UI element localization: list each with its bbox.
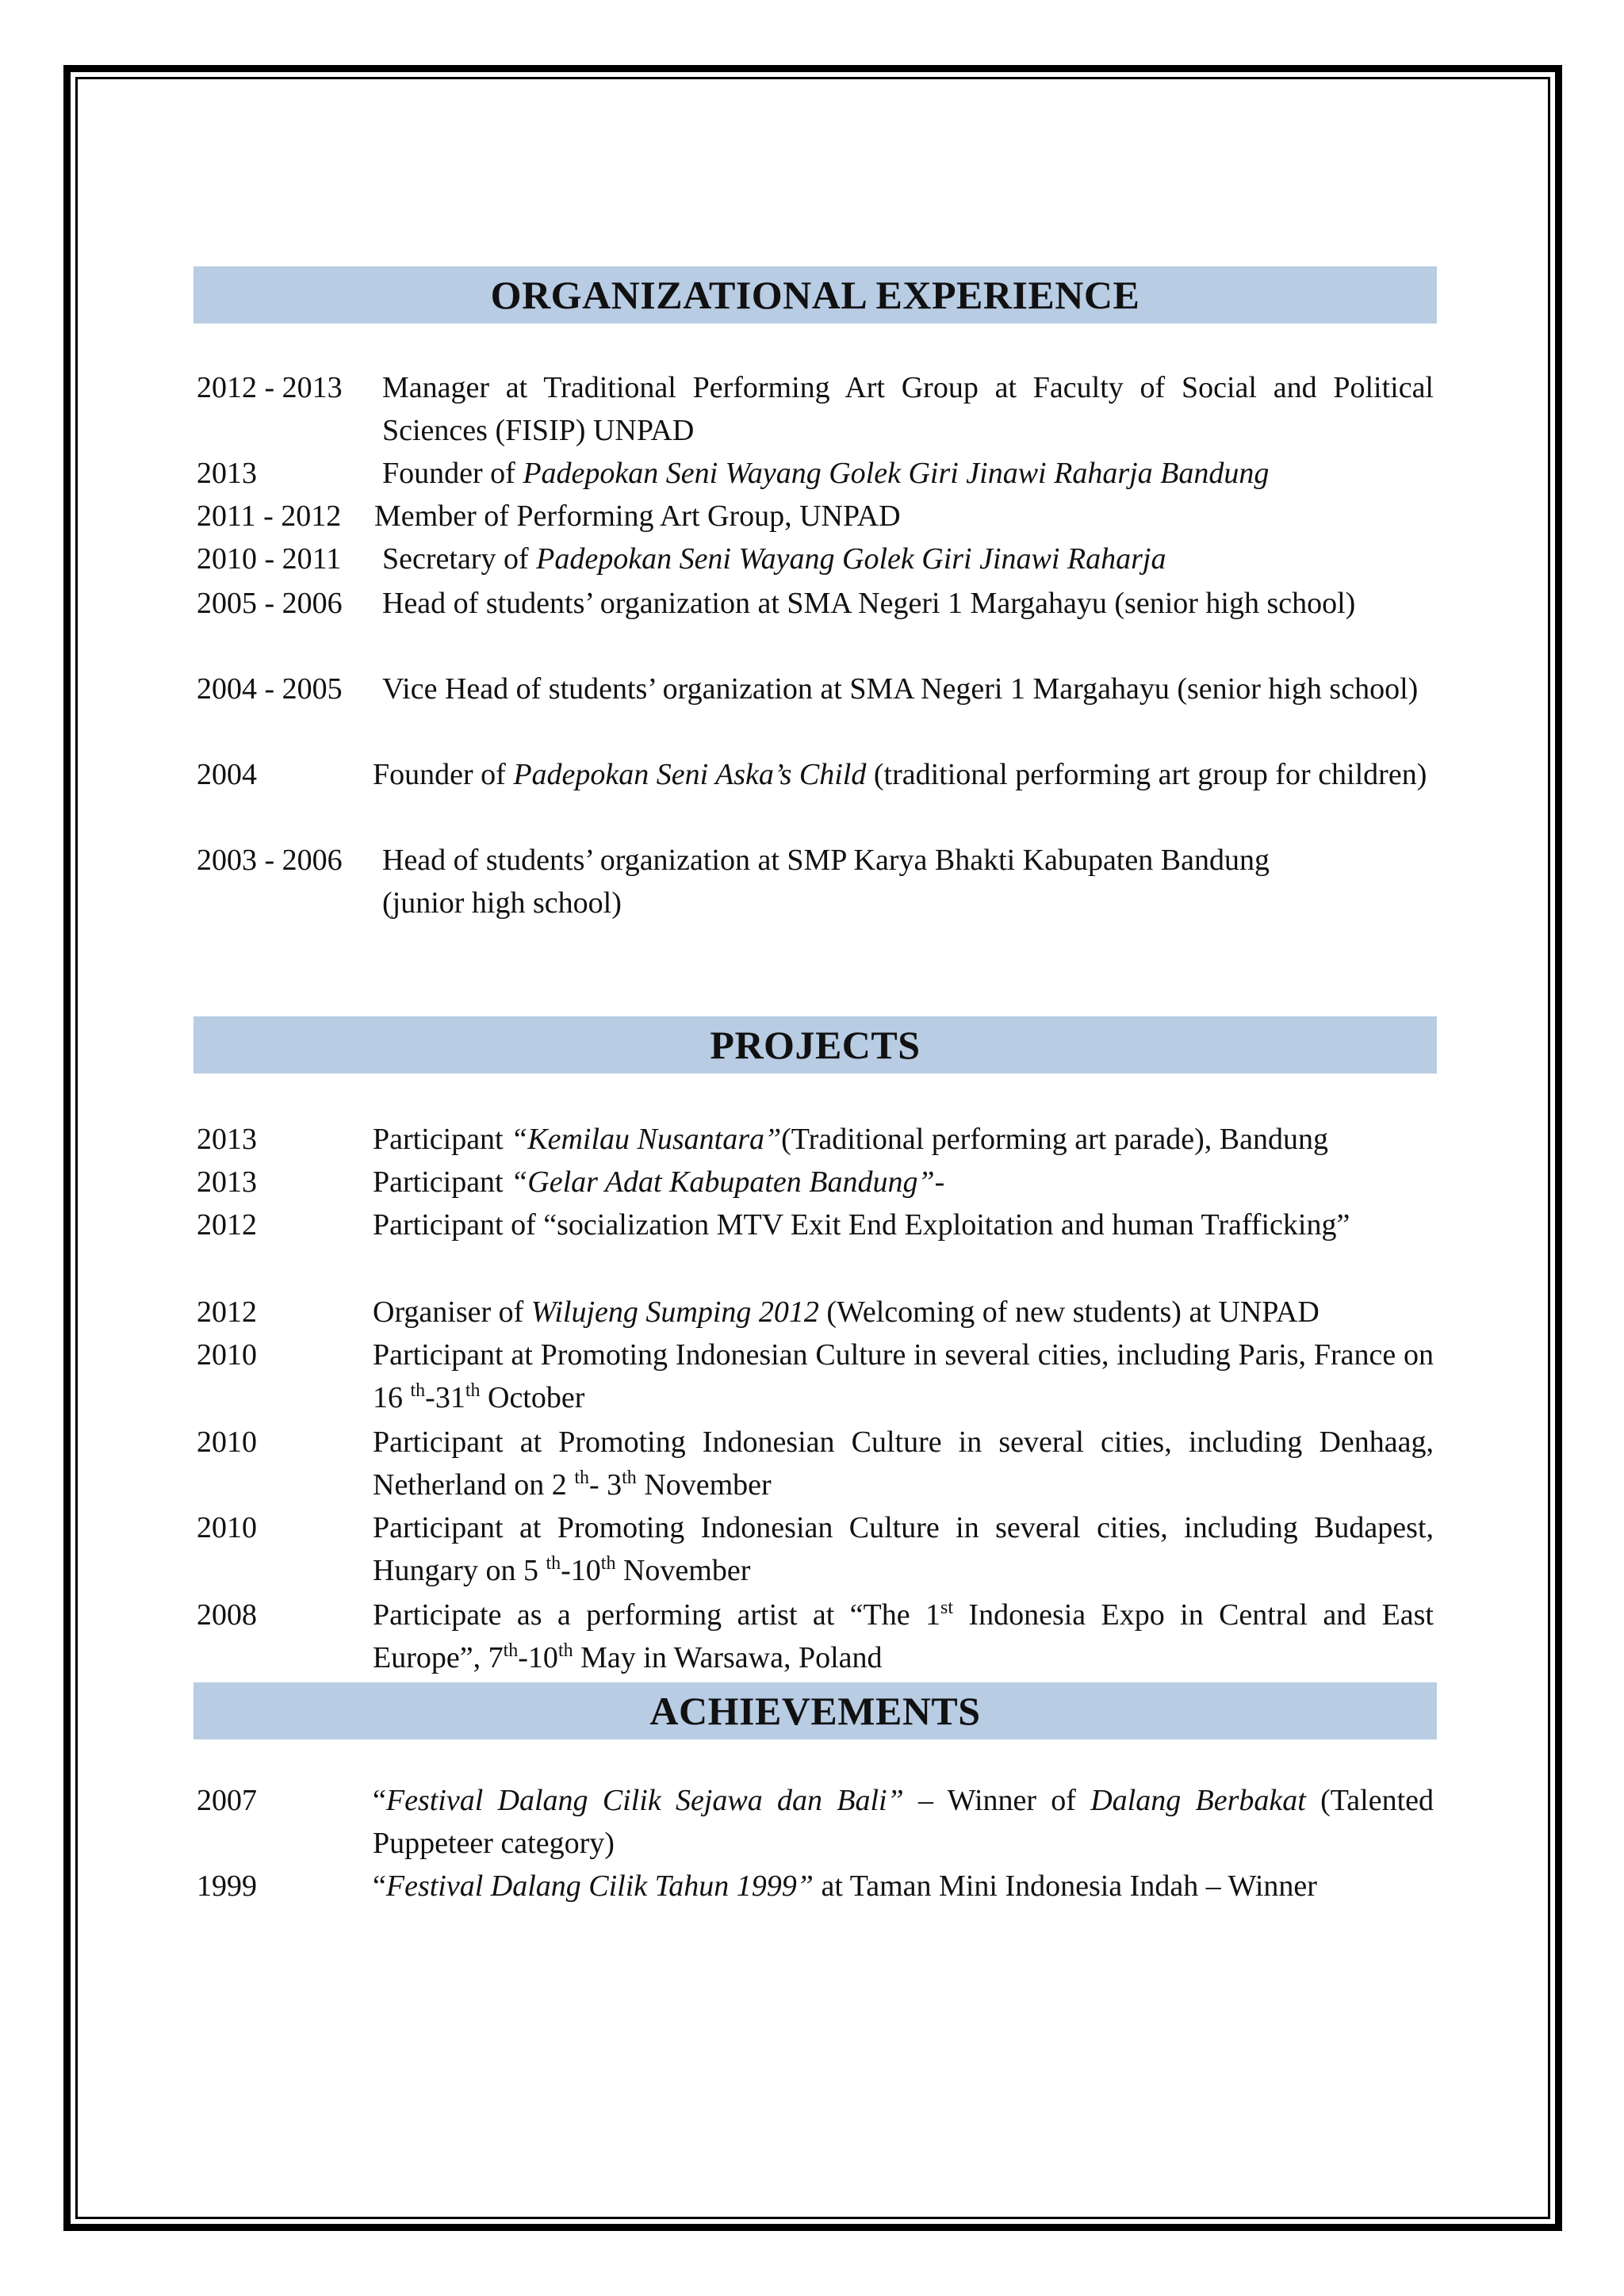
entry-text: Manager at Traditional Performing Art Group at Faculty of Social and Political Sciences (FISIP) UNPAD (382, 371, 1434, 447)
achievements-heading: ACHIEVEMENTS (193, 1682, 1437, 1739)
entry-text: Participate as a performing artist at “The 1st Indonesia Expo in Central and East Europe”, 7th-10th May in Warsawa, Poland (373, 1598, 1434, 1674)
entry-text: Organiser of Wilujeng Sumping 2012 (Welcoming of new students) at UNPAD (373, 1295, 1320, 1329)
entry-text: Vice Head of students’ organization at SMA Negeri 1 Margahayu (senior high school) (382, 672, 1419, 706)
project-entry (197, 1161, 1434, 1203)
achievement-entry (197, 1865, 1434, 1908)
project-entry (197, 1118, 1434, 1161)
entry-year: 2013 (197, 1123, 257, 1156)
entry-year: 2007 (197, 1784, 257, 1817)
entry-year: 2013 (197, 457, 257, 490)
entry-year: 2012 (197, 1295, 257, 1329)
projects-heading: PROJECTS (193, 1016, 1437, 1073)
entry-text: Participant at Promoting Indonesian Culture in several cities, including Denhaag, Netherland on 2 $^{th}$- 3th November (373, 1425, 1434, 1502)
entry-year: 2005 - 2006 (197, 587, 343, 620)
project-entry (197, 1421, 1434, 1506)
entry-text: Participant at Promoting Indonesian Culture in several cities, including Paris, France on 16 $^{th}$-31th October (373, 1338, 1434, 1414)
entry-text: Participant of “socialization MTV Exit End Exploitation and human Trafficking” (373, 1208, 1350, 1242)
entry-text: Head of students’ organization at SMA Negeri 1 Margahayu (senior high school) (382, 587, 1356, 620)
entry-year: 2010 (197, 1511, 257, 1544)
entry-year: 2003 - 2006 (197, 844, 343, 877)
entry-year: 2012 - 2013 (197, 371, 343, 404)
project-entry (197, 1506, 1434, 1592)
project-entry (197, 1291, 1434, 1334)
entry-year: 2010 (197, 1338, 257, 1372)
org-entry (197, 668, 1434, 710)
entry-text: “Festival Dalang Cilik Sejawa dan Bali” – Winner of Dalang Berbakat (Talented Puppeteer category) (373, 1784, 1434, 1860)
achievement-entry (197, 1779, 1434, 1865)
entry-year: 2004 - 2005 (197, 672, 343, 706)
entry-text: Founder of Padepokan Seni Wayang Golek Giri Jinawi Raharja Bandung (382, 457, 1270, 490)
entry-year: 2008 (197, 1598, 257, 1632)
org-entry (197, 366, 1434, 452)
entry-text: Participant “Gelar Adat Kabupaten Bandung”- (373, 1165, 945, 1199)
entry-text: Secretary of Padepokan Seni Wayang Golek Giri Jinawi Raharja (382, 542, 1166, 576)
entry-text: Participant “Kemilau Nusantara”(Traditional performing art parade), Bandung (373, 1123, 1328, 1156)
org-entry (197, 582, 1434, 625)
entry-text: Head of students’ organization at SMP Karya Bhakti Kabupaten Bandung (junior high school) (382, 844, 1270, 920)
entry-year: 2010 - 2011 (197, 542, 342, 576)
org-entry (197, 495, 1434, 538)
org-entry (197, 452, 1434, 495)
entry-text: Founder of Padepokan Seni Aska’s Child (traditional performing art group for children) (373, 758, 1427, 791)
entry-year: 2010 (197, 1425, 257, 1459)
entry-text: “Festival Dalang Cilik Tahun 1999” at Taman Mini Indonesia Indah – Winner (373, 1869, 1317, 1903)
project-entry (197, 1203, 1434, 1246)
org-experience-heading: ORGANIZATIONAL EXPERIENCE (193, 266, 1437, 323)
entry-year: 1999 (197, 1869, 257, 1903)
org-entry (197, 538, 1434, 580)
org-entry (197, 839, 1434, 924)
entry-year: 2013 (197, 1165, 257, 1199)
entry-text: Member of Performing Art Group, UNPAD (374, 499, 901, 533)
project-entry (197, 1334, 1434, 1419)
project-entry (197, 1594, 1434, 1679)
entry-year: 2004 (197, 758, 257, 791)
entry-text: Participant at Promoting Indonesian Culture in several cities, including Budapest, Hungary on 5 $^{th}$-10th November (373, 1511, 1434, 1587)
org-entry (197, 753, 1434, 796)
entry-year: 2012 (197, 1208, 257, 1242)
entry-year: 2011 - 2012 (197, 499, 342, 533)
